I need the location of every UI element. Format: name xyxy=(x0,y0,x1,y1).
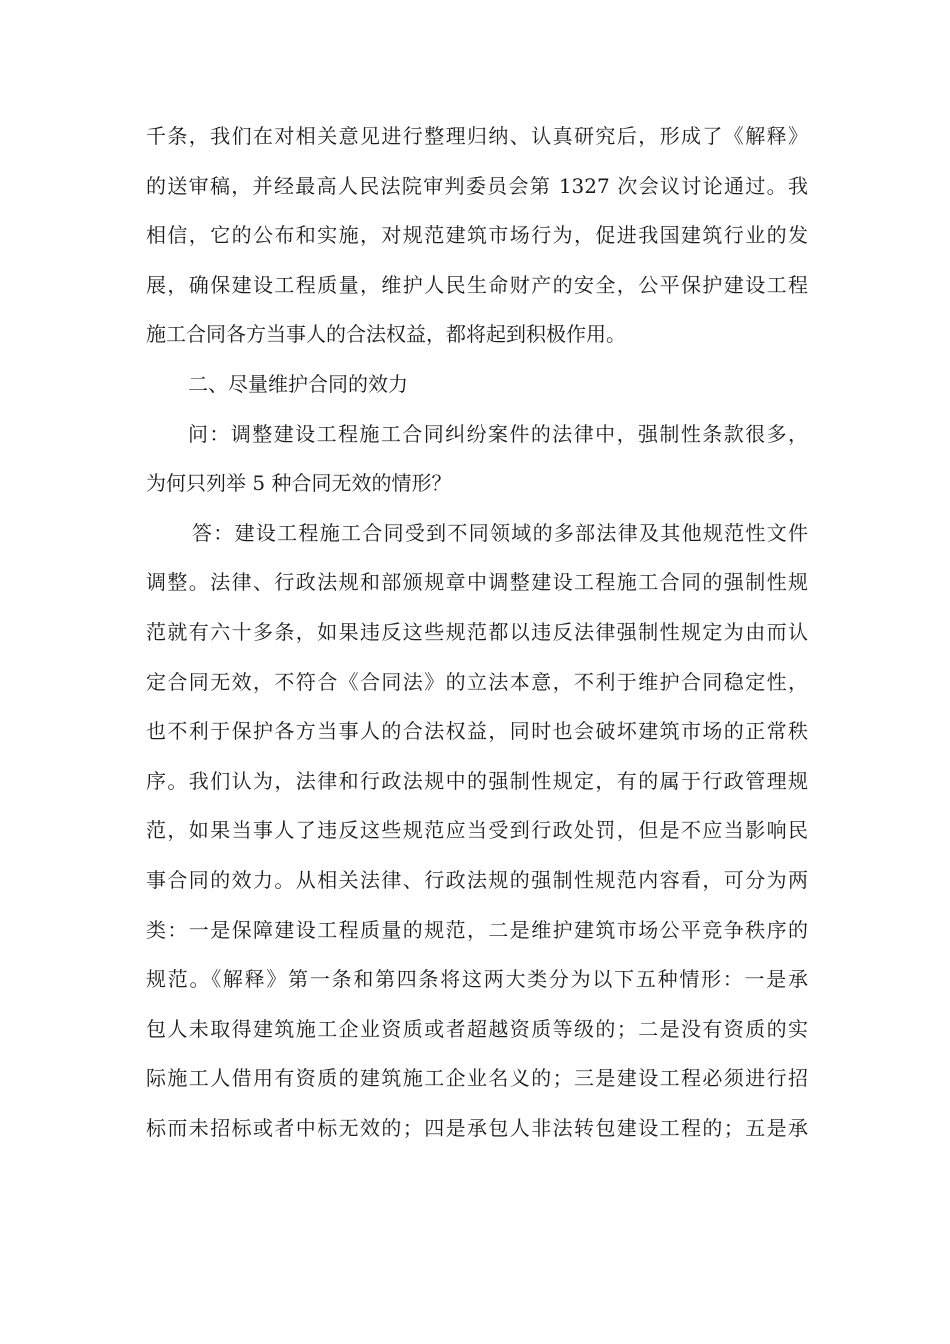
text-line: 包人未取得建筑施工企业资质或者超越资质等级的；二是没有资质的实 xyxy=(146,1016,808,1041)
text-line: 定合同无效，不符合《合同法》的立法本意，不利于维护合同稳定性， xyxy=(146,669,808,694)
text-line: 标而未招标或者中标无效的；四是承包人非法转包建设工程的；五是承 xyxy=(146,1115,808,1140)
text-line: 类：一是保障建设工程质量的规范，二是维护建筑市场公平竞争秩序的 xyxy=(146,917,808,942)
text-line: 展，确保建设工程质量，维护人民生命财产的安全，公平保护建设工程 xyxy=(146,272,808,297)
text-line: 的送审稿，并经最高人民法院审判委员会第 1327 次会议讨论通过。我 xyxy=(146,173,808,198)
text-line: 际施工人借用有资质的建筑施工企业名义的；三是建设工程必须进行招 xyxy=(146,1066,808,1091)
question-line: 为何只列举 5 种合同无效的情形？ xyxy=(146,471,452,496)
section-heading: 二、尽量维护合同的效力 xyxy=(188,371,408,396)
text-line: 范就有六十多条，如果违反这些规范都以违反法律强制性规定为由而认 xyxy=(146,619,808,644)
text-line: 调整。法律、行政法规和部颁规章中调整建设工程施工合同的强制性规 xyxy=(146,570,808,595)
text-line: 范，如果当事人了违反这些规范应当受到行政处罚，但是不应当影响民 xyxy=(146,818,808,843)
text-line: 施工合同各方当事人的合法权益，都将起到积极作用。 xyxy=(146,322,626,347)
text-line: 序。我们认为，法律和行政法规中的强制性规定，有的属于行政管理规 xyxy=(146,768,808,793)
text-line: 千条，我们在对相关意见进行整理归纳、认真研究后，形成了《解释》 xyxy=(146,124,808,148)
question-line: 问：调整建设工程施工合同纠纷案件的法律中，强制性条款很多， xyxy=(188,421,808,446)
text-line: 相信，它的公布和实施，对规范建筑市场行为，促进我国建筑行业的发 xyxy=(146,223,808,248)
text-line: 事合同的效力。从相关法律、行政法规的强制性规范内容看，可分为两 xyxy=(146,867,808,892)
text-line: 规范。《解释》第一条和第四条将这两大类分为以下五种情形：一是承 xyxy=(146,967,808,992)
text-line: 也不利于保护各方当事人的合法权益，同时也会破坏建筑市场的正常秩 xyxy=(146,719,808,744)
document-page xyxy=(146,112,808,1153)
answer-line: 答：建设工程施工合同受到不同领域的多部法律及其他规范性文件 xyxy=(192,520,808,545)
